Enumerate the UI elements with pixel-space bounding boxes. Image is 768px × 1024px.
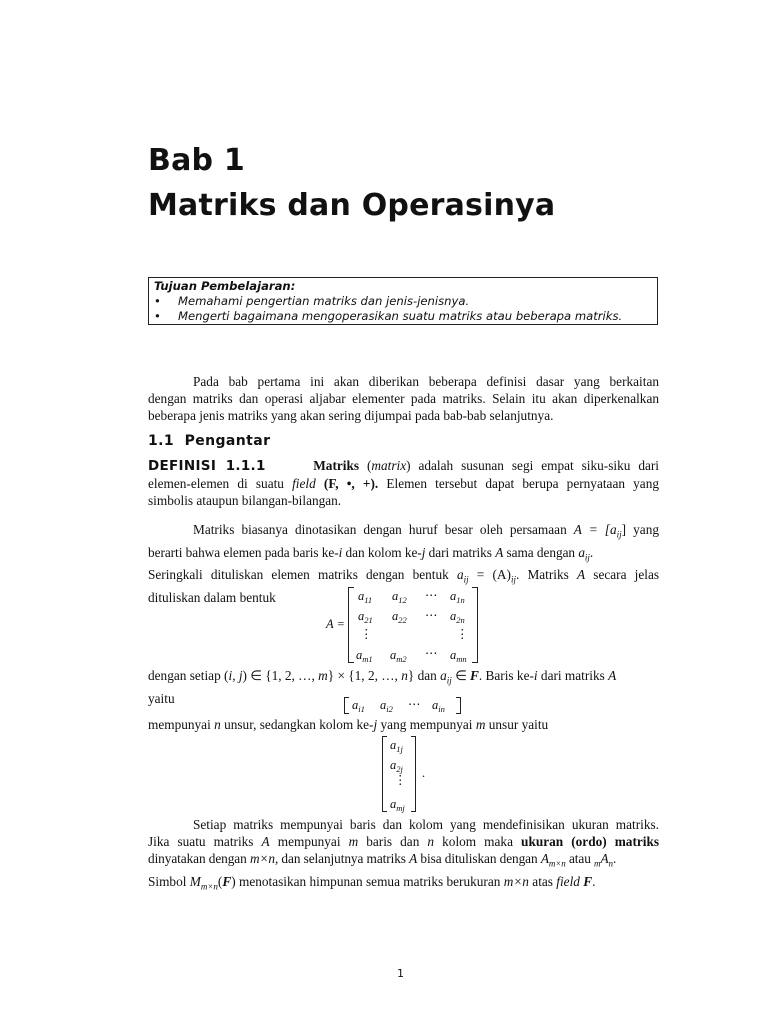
vdots: ⋮ — [360, 627, 373, 641]
matrix-lhs: A = — [326, 617, 345, 631]
vector-entry: $a_{1j}$ — [390, 738, 403, 754]
matrix-entry: $a_{22}$ — [392, 609, 407, 625]
hdots: ⋯ — [425, 608, 438, 622]
text-line: berarti bahwa elemen pada baris ke-i dan kolom ke-j dari matriks A sama dengan $a_{ij}$. — [148, 544, 594, 563]
definition-term: Matriks — [313, 458, 360, 473]
definition-label: DEFINISI 1.1.1 — [148, 458, 266, 474]
matrix-entry: $a_{21}$ — [358, 609, 373, 625]
hdots: ⋯ — [425, 588, 438, 602]
objectives-heading: Tujuan Pembelajaran: — [154, 279, 296, 293]
row-vector — [344, 696, 464, 716]
vector-entry: $a_{i2}$ — [380, 698, 393, 714]
text-line: elemen-elemen di suatu field (F, •, +). Elemen tersebut dapat berupa pernyataan yang — [148, 476, 660, 491]
text-line: dituliskan dalam bentuk — [148, 589, 276, 605]
intro-paragraph — [148, 373, 659, 424]
vector-entry: $a_{i1}$ — [352, 698, 365, 714]
matrix-entry: $a_{m2}$ — [390, 648, 407, 664]
definition-paragraph — [148, 457, 659, 509]
text-line: simbolis ataupun bilangan-bilangan. — [148, 493, 342, 508]
vdots: ⋮ — [456, 627, 469, 641]
text-line: DEFINISI 1.1.1 Matriks (matrix) adalah susunan segi empat siku-siku dari — [148, 458, 659, 474]
matrix-entry: $a_{1n}$ — [450, 589, 465, 605]
objective-text: Mengerti bagaimana mengoperasikan suatu matriks atau beberapa matriks. — [178, 309, 623, 323]
left-bracket — [348, 587, 354, 663]
text-line: Matriks biasanya dinotasikan dengan huruf besar oleh persamaan $A = [a_{ij}]$ yang — [193, 522, 660, 540]
section-heading — [148, 433, 270, 449]
right-bracket — [456, 697, 461, 714]
hdots: ⋯ — [408, 697, 421, 711]
text-line: yaitu — [148, 690, 175, 706]
trailing-period: . — [422, 766, 426, 780]
page-number: 1 — [397, 967, 404, 980]
left-bracket — [344, 697, 349, 714]
objective-text: Memahami pengertian matriks dan jenis-jenisnya. — [178, 294, 470, 308]
vector-entry: $a_{2j}$ — [390, 758, 403, 774]
section-number: 1.1 — [148, 433, 175, 449]
text-line: dengan setiap (i, j) ∈ {1, 2, …, m} × {1, 2, …, n} dan $a_{ij}$ ∈ F. Baris ke-i dari matriks A — [148, 668, 617, 686]
matrix-entry: $a_{11}$ — [358, 589, 373, 605]
bullet-icon: • — [154, 294, 161, 308]
column-intro-paragraph — [148, 716, 659, 733]
text-line: Pada bab pertama ini akan diberikan beberapa definisi dasar yang berkaitan — [193, 374, 659, 389]
column-vector — [382, 734, 442, 814]
text-line: Seringkali dituliskan elemen matriks dengan bentuk $a_{ij} = (A)_{ij}$. Matriks A secara jelas — [148, 567, 660, 585]
objective-item — [154, 309, 652, 324]
matrix-entry: $a_{2n}$ — [450, 609, 465, 625]
size-paragraph — [148, 816, 659, 895]
text-line: beberapa jenis matriks yang akan sering dijumpai pada bab-bab selanjutnya. — [148, 408, 554, 423]
vector-entry: $a_{in}$ — [432, 698, 445, 714]
matrix-entry: $a_{m1}$ — [356, 648, 373, 664]
chapter-title: Matriks dan Operasinya — [148, 188, 556, 223]
matrix-A — [300, 585, 500, 665]
learning-objectives-box — [148, 277, 658, 325]
hdots: ⋯ — [425, 646, 438, 660]
matrix-entry: $a_{mn}$ — [450, 648, 467, 664]
text-line: dinyatakan dengan m×n, dan selanjutnya matriks A bisa dituliskan dengan $A_{m\times n}$ atau $_mA_n$. — [148, 851, 617, 869]
text-line: Jika suatu matriks A mempunyai m baris dan n kolom maka ukuran (ordo) matriks — [148, 834, 660, 849]
text-line: Setiap matriks mempunyai baris dan kolom yang mendefinisikan ukuran matriks. — [193, 817, 659, 832]
matrix-entry: $a_{12}$ — [392, 589, 407, 605]
vdots: ⋮ — [394, 773, 407, 787]
text-line: mempunyai n unsur, sedangkan kolom ke-j yang mempunyai m unsur yaitu — [148, 717, 549, 732]
left-bracket — [382, 736, 387, 812]
right-bracket — [411, 736, 416, 812]
objective-item — [154, 294, 652, 309]
text-line: dengan matriks dan operasi aljabar elementer pada matriks. Selain itu akan diperkenalkan — [148, 391, 659, 406]
vector-entry: $a_{mj}$ — [390, 797, 405, 813]
text-line: Simbol $M_{m\times n}(F)$ menotasikan himpunan semua matriks berukuran m×n atas field F. — [148, 873, 596, 892]
bullet-icon: • — [154, 309, 161, 323]
right-bracket — [472, 587, 478, 663]
section-title: Pengantar — [184, 433, 271, 449]
chapter-number: Bab 1 — [148, 143, 245, 178]
